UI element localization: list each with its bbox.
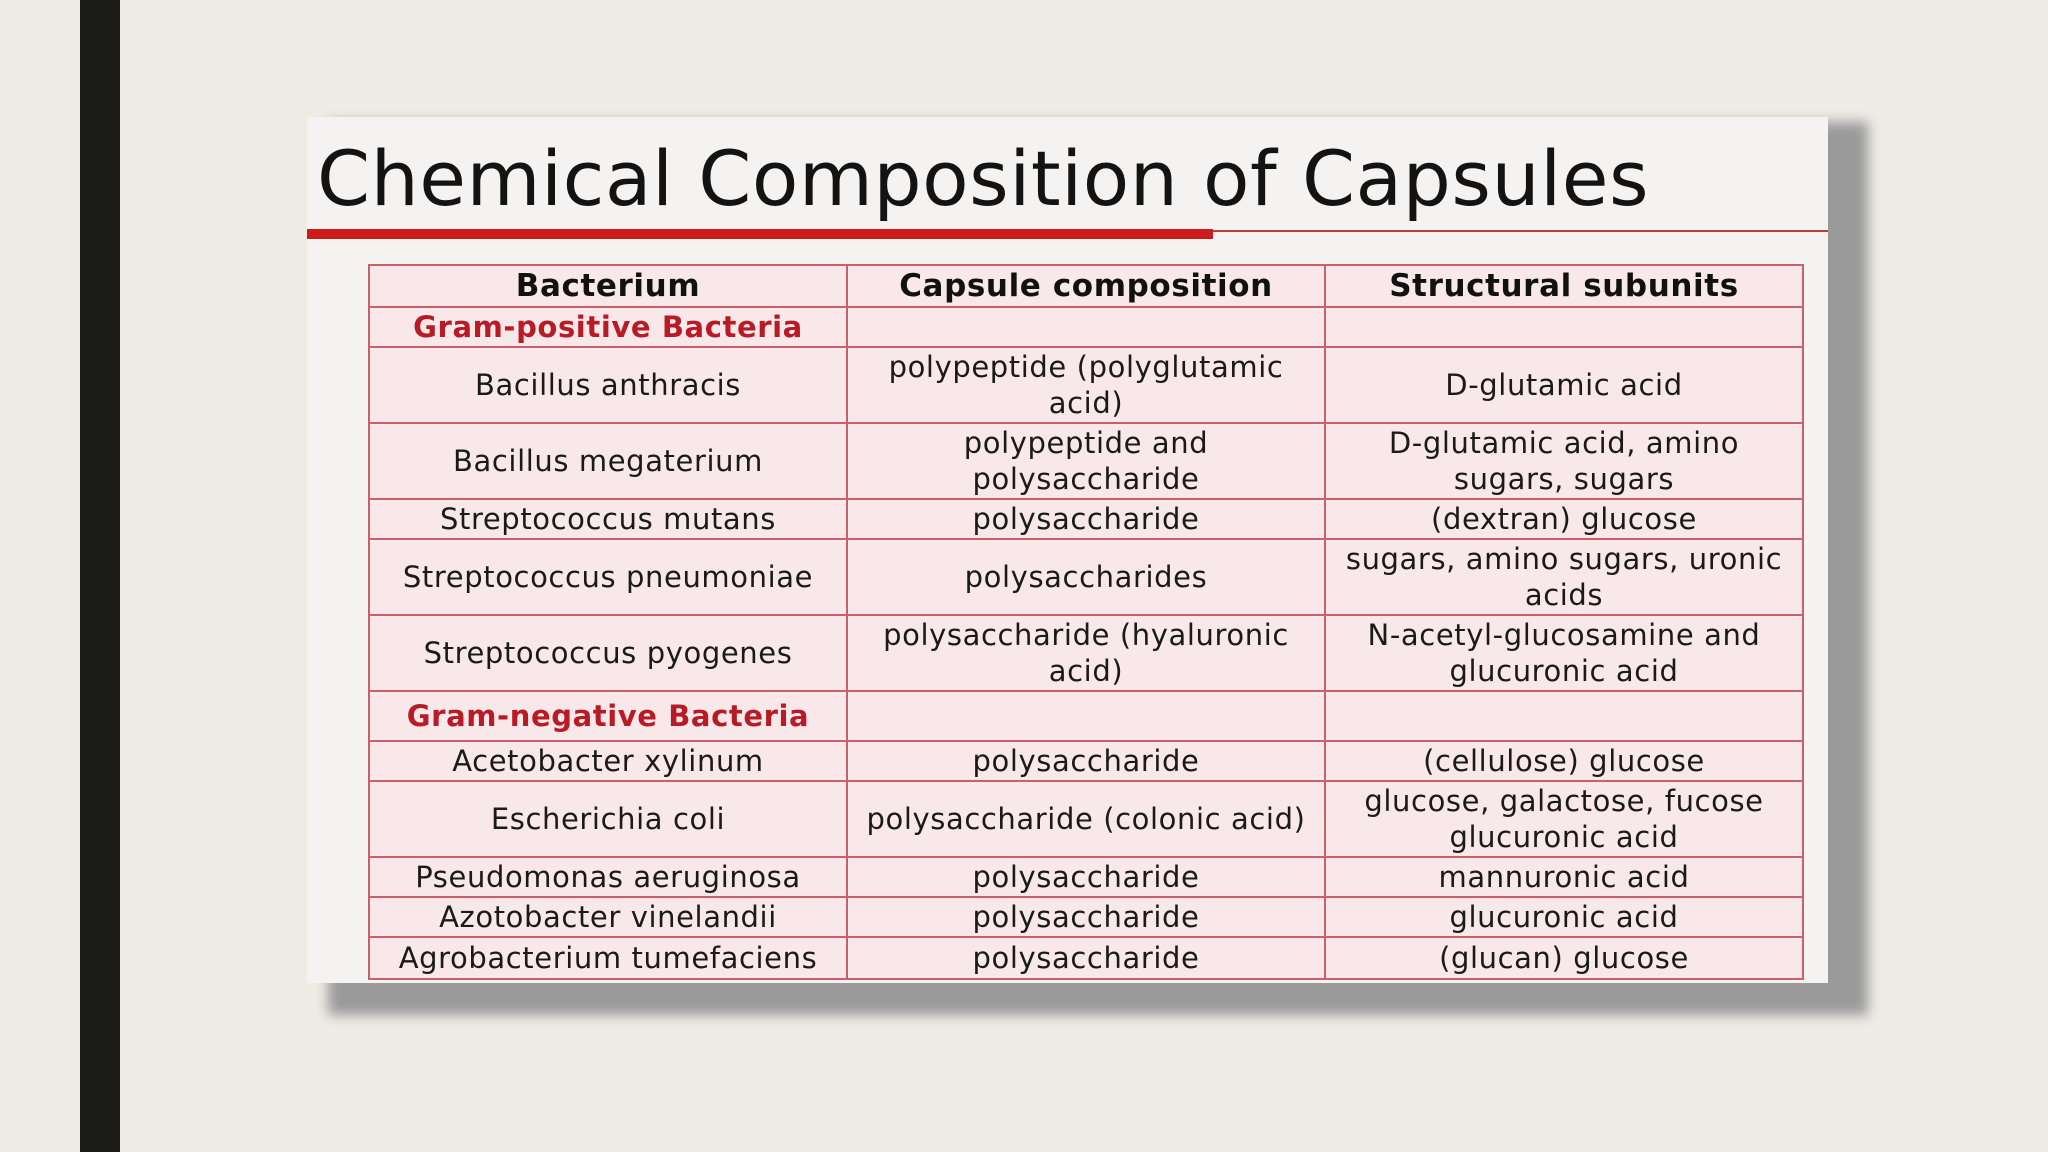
composition-cell: polysaccharide xyxy=(847,857,1325,897)
composition-cell: polysaccharide xyxy=(847,897,1325,937)
table-row xyxy=(369,857,1803,897)
subunits-cell: D-glutamic acid, amino sugars, sugars xyxy=(1325,423,1803,499)
bacterium-cell: Bacillus anthracis xyxy=(369,347,847,423)
table-row xyxy=(369,499,1803,539)
capsule-composition-table xyxy=(368,264,1804,980)
subunits-cell: glucuronic acid xyxy=(1325,897,1803,937)
table-row xyxy=(369,347,1803,423)
bacterium-cell: Agrobacterium tumefaciens xyxy=(369,937,847,979)
table-row xyxy=(369,615,1803,691)
table-row xyxy=(369,781,1803,857)
bacterium-cell: Acetobacter xylinum xyxy=(369,741,847,781)
slide-title: Chemical Composition of Capsules xyxy=(317,134,1650,223)
capsule-table-container xyxy=(368,264,1804,980)
slide-image xyxy=(307,117,1828,983)
table-row xyxy=(369,897,1803,937)
bacterium-cell: Streptococcus pyogenes xyxy=(369,615,847,691)
section-label: Gram-negative Bacteria xyxy=(369,691,847,741)
subunits-cell: (dextran) glucose xyxy=(1325,499,1803,539)
table-row xyxy=(369,741,1803,781)
table-row xyxy=(369,539,1803,615)
subunits-cell: glucose, galactose, fucose glucuronic acid xyxy=(1325,781,1803,857)
bacterium-cell: Streptococcus mutans xyxy=(369,499,847,539)
composition-cell: polysaccharide xyxy=(847,499,1325,539)
subunits-cell: D-glutamic acid xyxy=(1325,347,1803,423)
column-header-structural-subunits: Structural subunits xyxy=(1325,265,1803,307)
composition-cell: polysaccharide xyxy=(847,937,1325,979)
composition-cell: polysaccharides xyxy=(847,539,1325,615)
side-accent-bar xyxy=(80,0,120,1152)
bacterium-cell: Bacillus megaterium xyxy=(369,423,847,499)
composition-cell: polysaccharide (hyaluronic acid) xyxy=(847,615,1325,691)
empty-cell xyxy=(1325,691,1803,741)
section-row-gram-positive xyxy=(369,307,1803,347)
section-label: Gram-positive Bacteria xyxy=(369,307,847,347)
title-accent-underline xyxy=(307,229,1213,239)
table-header-row xyxy=(369,265,1803,307)
table-row xyxy=(369,937,1803,979)
composition-cell: polypeptide and polysaccharide xyxy=(847,423,1325,499)
empty-cell xyxy=(847,307,1325,347)
empty-cell xyxy=(847,691,1325,741)
subunits-cell: sugars, amino sugars, uronic acids xyxy=(1325,539,1803,615)
subunits-cell: N-acetyl-glucosamine and glucuronic acid xyxy=(1325,615,1803,691)
column-header-capsule-composition: Capsule composition xyxy=(847,265,1325,307)
subunits-cell: (cellulose) glucose xyxy=(1325,741,1803,781)
table-row xyxy=(369,423,1803,499)
empty-cell xyxy=(1325,307,1803,347)
bacterium-cell: Pseudomonas aeruginosa xyxy=(369,857,847,897)
section-row-gram-negative xyxy=(369,691,1803,741)
composition-cell: polysaccharide (colonic acid) xyxy=(847,781,1325,857)
composition-cell: polysaccharide xyxy=(847,741,1325,781)
bacterium-cell: Streptococcus pneumoniae xyxy=(369,539,847,615)
column-header-bacterium: Bacterium xyxy=(369,265,847,307)
bacterium-cell: Azotobacter vinelandii xyxy=(369,897,847,937)
composition-cell: polypeptide (polyglutamic acid) xyxy=(847,347,1325,423)
subunits-cell: mannuronic acid xyxy=(1325,857,1803,897)
bacterium-cell: Escherichia coli xyxy=(369,781,847,857)
subunits-cell: (glucan) glucose xyxy=(1325,937,1803,979)
